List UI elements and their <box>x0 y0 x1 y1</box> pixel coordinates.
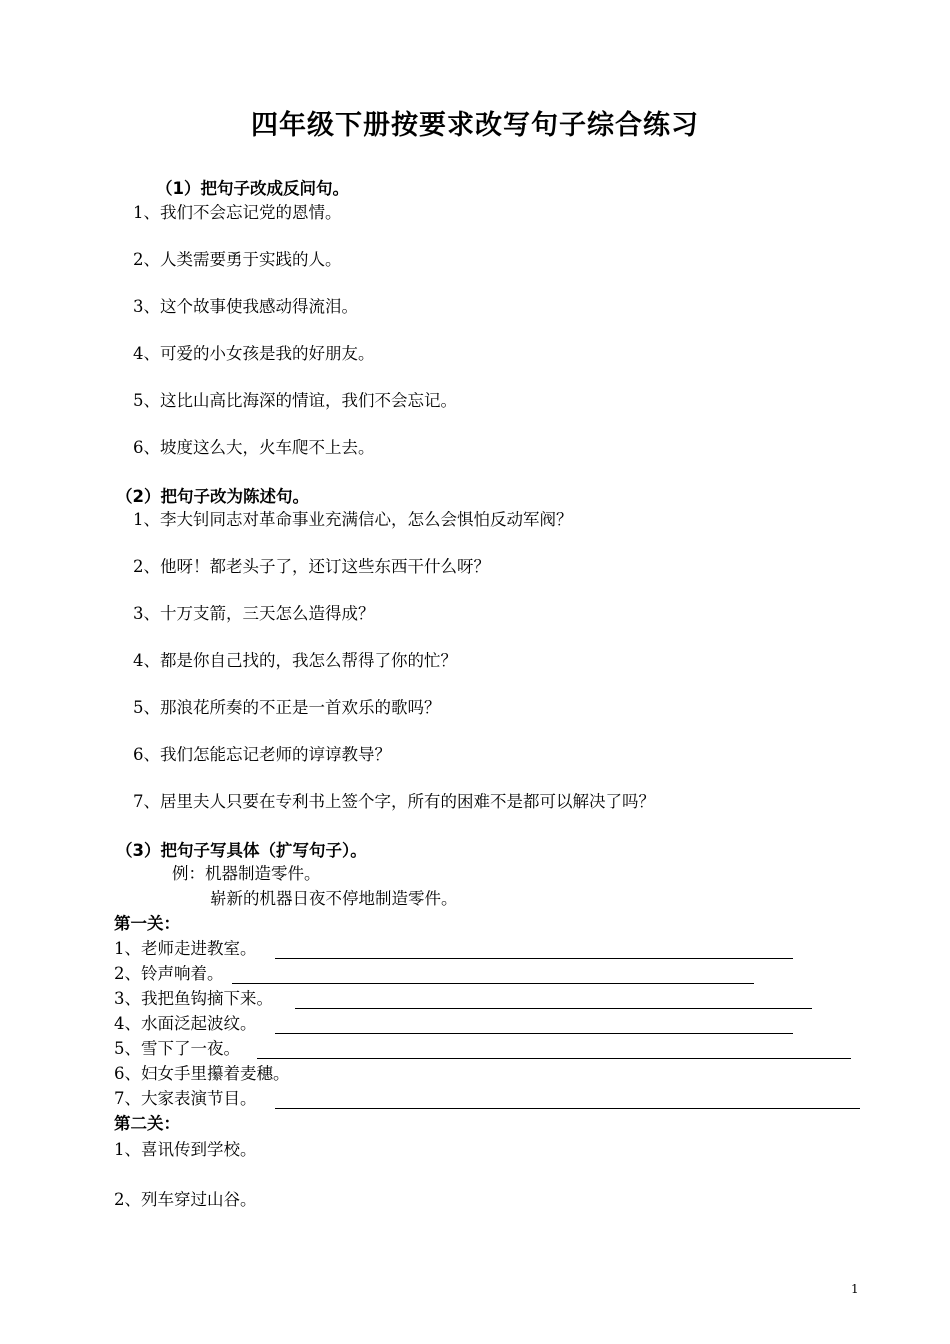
section1-item-3: 3、这个故事使我感动得流泪。 <box>133 297 358 316</box>
section2-item-4: 4、都是你自己找的，我怎么帮得了你的忙？ <box>133 651 457 670</box>
section2-heading: （2）把句子改为陈述句。 <box>116 487 309 506</box>
level1-item-3: 3、我把鱼钩摘下来。 <box>114 989 273 1008</box>
answer-blank-5[interactable] <box>257 1058 851 1059</box>
section1-item-4: 4、可爱的小女孩是我的好朋友。 <box>133 344 375 363</box>
level1-item-1: 1、老师走进教室。 <box>114 939 257 958</box>
section2-item-3: 3、十万支箭，三天怎么造得成？ <box>133 604 375 623</box>
document-title: 四年级下册按要求改写句子综合练习 <box>251 110 699 141</box>
level1-heading: 第一关： <box>114 914 180 933</box>
section3-heading: （3）把句子写具体（扩写句子）。 <box>116 841 367 860</box>
level2-item-2: 2、列车穿过山谷。 <box>114 1190 257 1209</box>
section2-item-2: 2、他呀！都老头子了，还订这些东西干什么呀？ <box>133 557 490 576</box>
section1-item-2: 2、人类需要勇于实践的人。 <box>133 250 342 269</box>
answer-blank-4[interactable] <box>275 1033 793 1034</box>
page-number: 1 <box>851 1282 859 1296</box>
level1-item-5: 5、雪下了一夜。 <box>114 1039 240 1058</box>
level1-item-2: 2、铃声响着。 <box>114 964 224 983</box>
section1-heading: （1）把句子改成反问句。 <box>156 179 349 198</box>
level1-item-7: 7、大家表演节目。 <box>114 1089 257 1108</box>
level1-item-6: 6、妇女手里攥着麦穗。 <box>114 1064 290 1083</box>
answer-blank-3[interactable] <box>295 1008 812 1009</box>
section1-item-6: 6、坡度这么大，火车爬不上去。 <box>133 438 375 457</box>
section2-item-6: 6、我们怎能忘记老师的谆谆教导？ <box>133 745 391 764</box>
level2-heading: 第二关： <box>114 1114 180 1133</box>
answer-blank-7[interactable] <box>275 1108 860 1109</box>
section2-item-5: 5、那浪花所奏的不正是一首欢乐的歌吗？ <box>133 698 441 717</box>
level1-item-4: 4、水面泛起波纹。 <box>114 1014 257 1033</box>
section1-item-5: 5、这比山高比海深的情谊，我们不会忘记。 <box>133 391 457 410</box>
section2-item-7: 7、居里夫人只要在专利书上签个字，所有的困难不是都可以解决了吗？ <box>133 792 655 811</box>
answer-blank-1[interactable] <box>275 958 793 959</box>
example-answer: 崭新的机器日夜不停地制造零件。 <box>210 889 458 908</box>
level2-item-1: 1、喜讯传到学校。 <box>114 1140 257 1159</box>
section1-item-1: 1、我们不会忘记党的恩情。 <box>133 203 342 222</box>
answer-blank-2[interactable] <box>232 983 754 984</box>
section2-item-1: 1、李大钊同志对革命事业充满信心，怎么会惧怕反动军阀？ <box>133 510 573 529</box>
example-sentence: 例：机器制造零件。 <box>172 864 321 883</box>
